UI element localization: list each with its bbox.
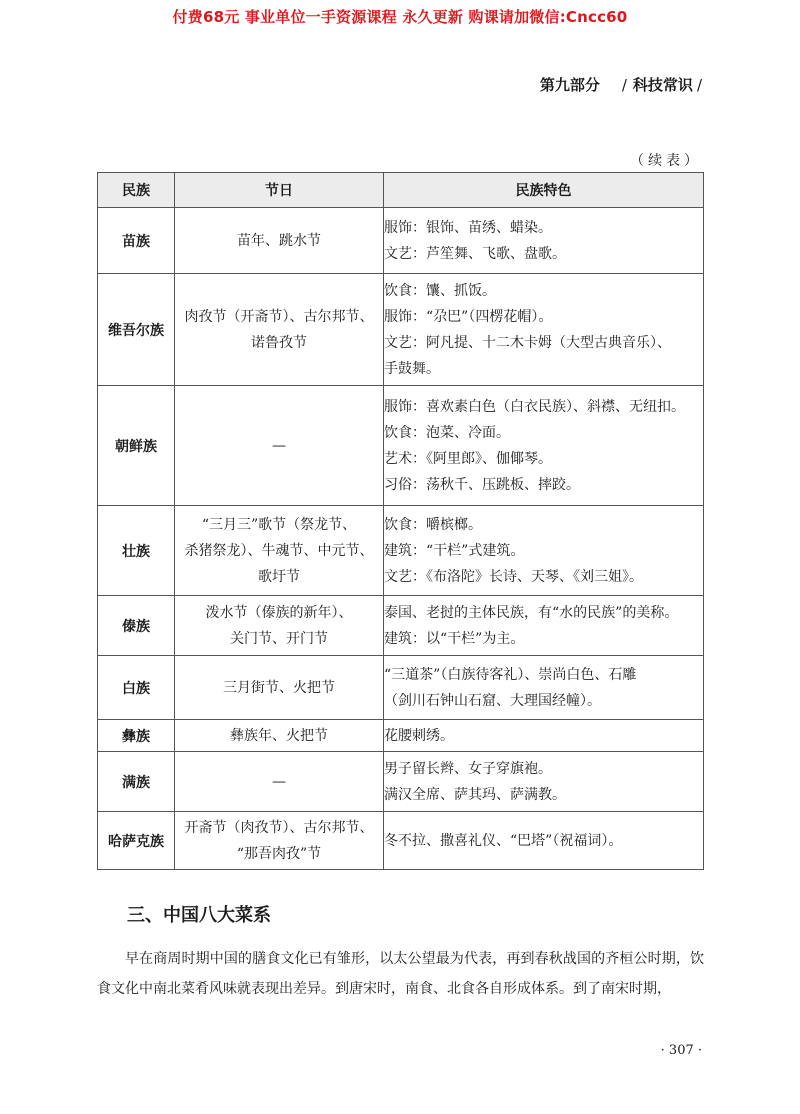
ethnicity-cell: 维吾尔族 — [98, 274, 175, 386]
feature-line: 男子留长辫、女子穿旗袍。 — [384, 760, 552, 777]
festival-line: 开斋节（肉孜节）、古尔邦节、 — [184, 819, 374, 836]
feature-cell — [384, 656, 704, 720]
page-header — [540, 74, 702, 95]
festival-line: 彝族年、火把节 — [230, 727, 328, 744]
festival-cell — [175, 506, 384, 596]
feature-line: 文艺：《布洛陀》长诗、天琴、《刘三姐》。 — [384, 568, 643, 585]
section-title: 三、中国八大菜系 — [127, 905, 271, 926]
feature-line: （剑川石钟山石窟、大理国经幢）。 — [384, 692, 601, 709]
ethnicity-cell: 壮族 — [98, 506, 175, 596]
festival-cell — [175, 208, 384, 274]
feature-line: 文艺：芦笙舞、飞歌、盘歌。 — [384, 245, 566, 262]
festival-line: 三月街节、火把节 — [223, 679, 335, 696]
feature-line: 饮食：馕、抓饭。 — [384, 282, 496, 299]
feature-cell — [384, 596, 704, 656]
ethnicity-cell: 苗族 — [98, 208, 175, 274]
feature-line: 饮食：泡菜、冷面。 — [384, 424, 510, 441]
header-slash: / — [621, 76, 627, 94]
table-row — [98, 752, 704, 812]
festival-line: 苗年、跳水节 — [237, 232, 321, 249]
festival-line: 杀猪祭龙）、牛魂节、中元节、 — [184, 542, 374, 559]
ethnicity-cell: 傣族 — [98, 596, 175, 656]
column-header-festivals: 节日 — [175, 173, 384, 208]
table-header-row — [98, 173, 704, 208]
body-paragraph: 早在商周时期中国的膳食文化已有雏形，以太公望最为代表，再到春秋战国的齐桓公时期，饮食文化中南北菜肴风味就表现出差异。到唐宋时，南食、北食各自形成体系。到了南宋时期， — [97, 951, 704, 997]
festival-cell — [175, 720, 384, 752]
festival-line: “三月三”歌节（祭龙节、 — [201, 516, 357, 533]
ethnic-festivals-table — [97, 172, 704, 870]
ethnicity-cell: 哈萨克族 — [98, 812, 175, 870]
feature-line: 服饰：喜欢素白色（白衣民族）、斜襟、无纽扣。 — [384, 398, 685, 415]
feature-cell — [384, 506, 704, 596]
table-body — [98, 208, 704, 870]
festival-cell — [175, 812, 384, 870]
header-slash: / — [696, 76, 702, 94]
feature-cell — [384, 208, 704, 274]
feature-cell — [384, 386, 704, 506]
festival-cell — [175, 752, 384, 812]
ethnicity-cell: 朝鲜族 — [98, 386, 175, 506]
feature-line: 文艺：阿凡提、十二木卡姆（大型古典音乐）、 — [384, 334, 671, 351]
feature-line: “三道茶”（白族待客礼）、崇尚白色、石雕 — [384, 666, 637, 683]
table-row — [98, 812, 704, 870]
festival-line: — — [272, 437, 286, 454]
ethnicity-cell: 彝族 — [98, 720, 175, 752]
ethnicity-cell: 满族 — [98, 752, 175, 812]
festival-cell — [175, 656, 384, 720]
feature-line: 艺术：《阿里郎》、伽倻琴。 — [384, 450, 552, 467]
table-row — [98, 274, 704, 386]
table-row — [98, 208, 704, 274]
feature-cell — [384, 752, 704, 812]
feature-line: 服饰：“尕巴”（四楞花帽）。 — [384, 308, 553, 325]
feature-cell — [384, 812, 704, 870]
table-row — [98, 656, 704, 720]
table-row — [98, 596, 704, 656]
ethnicity-cell: 白族 — [98, 656, 175, 720]
feature-line: 手鼓舞。 — [384, 360, 440, 377]
watermark-banner: 付费68元 事业单位一手资源课程 永久更新 购课请加微信:Cncc60 — [172, 8, 628, 26]
feature-line: 习俗：荡秋千、压跳板、摔跤。 — [384, 476, 580, 493]
feature-cell — [384, 274, 704, 386]
festival-line: 泼水节（傣族的新年）、 — [205, 604, 353, 621]
feature-line: 建筑：以“干栏”为主。 — [384, 630, 525, 647]
feature-line: 服饰：银饰、苗绣、蜡染。 — [384, 219, 552, 236]
festival-cell — [175, 386, 384, 506]
feature-cell — [384, 720, 704, 752]
column-header-ethnicity: 民族 — [98, 173, 175, 208]
festival-line: 关门节、开门节 — [230, 630, 328, 647]
feature-line: 泰国、老挝的主体民族，有“水的民族”的美称。 — [384, 604, 679, 621]
table-row — [98, 386, 704, 506]
festival-line: “那吾肉孜”节 — [236, 845, 322, 862]
table-row — [98, 720, 704, 752]
feature-line: 饮食：嚼槟榔。 — [384, 516, 482, 533]
festival-cell — [175, 596, 384, 656]
feature-line: 花腰刺绣。 — [384, 727, 454, 744]
table-row — [98, 506, 704, 596]
festival-line: 诺鲁孜节 — [251, 334, 307, 351]
festival-line: 歌圩节 — [258, 568, 300, 585]
festival-line: 肉孜节（开斋节）、古尔邦节、 — [184, 308, 374, 325]
header-section: 科技常识 — [632, 76, 693, 94]
column-header-features: 民族特色 — [384, 173, 704, 208]
feature-line: 建筑：“干栏”式建筑。 — [384, 542, 525, 559]
festival-cell — [175, 274, 384, 386]
continued-label: （续表） — [630, 153, 702, 169]
feature-line: 满汉全席、萨其玛、萨满教。 — [384, 786, 566, 803]
feature-line: 冬不拉、撒喜礼仪、“巴塔”（祝福词）。 — [384, 832, 623, 849]
festival-line: — — [272, 773, 286, 790]
header-part: 第九部分 — [539, 76, 600, 94]
page-number: · 307 · — [660, 1043, 702, 1058]
